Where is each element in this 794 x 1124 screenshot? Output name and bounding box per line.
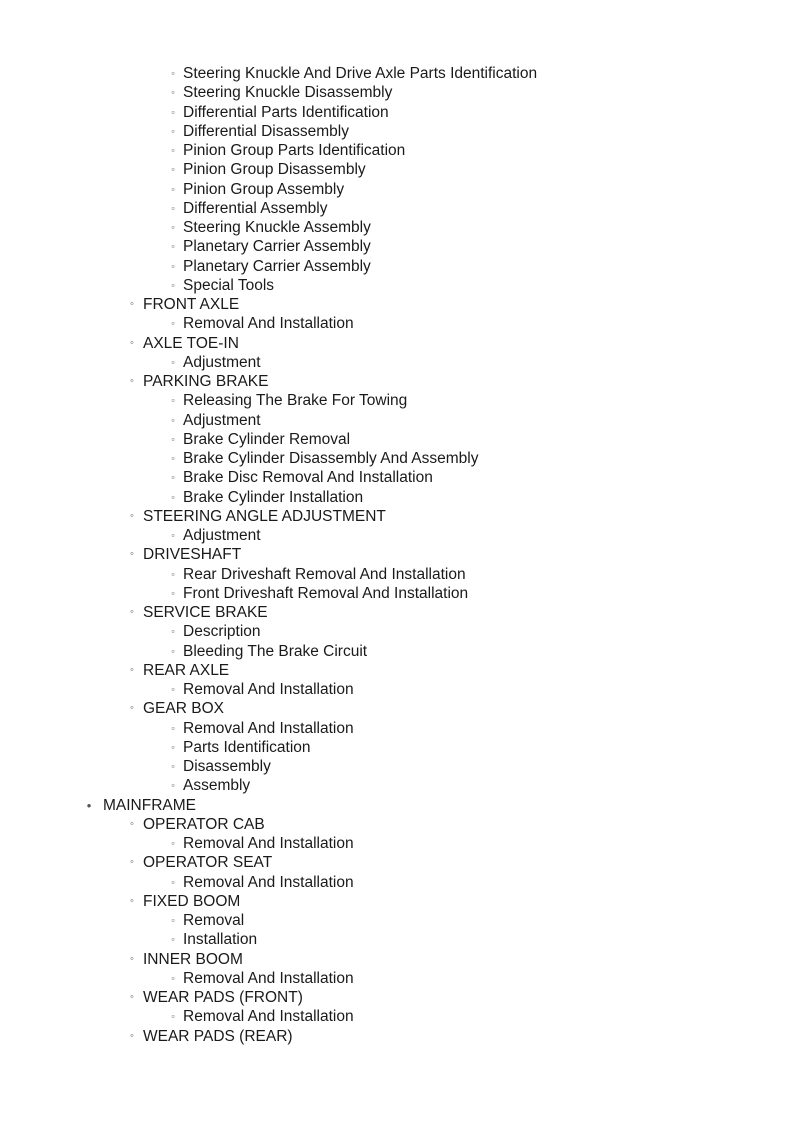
toc-entry-label: Disassembly [183, 758, 271, 775]
toc-entry [0, 873, 794, 892]
toc-entry [0, 430, 794, 449]
toc-subsection [0, 1027, 794, 1046]
toc-entry [0, 257, 794, 276]
bullet-icon: ▫ [171, 164, 175, 175]
toc-entry-label: Planetary Carrier Assembly [183, 257, 371, 275]
bullet-icon: ▫ [171, 530, 175, 540]
toc-entry [0, 776, 794, 795]
bullet-icon: ▫ [171, 587, 175, 598]
toc-entry [0, 738, 794, 757]
bullet-icon: ◦ [130, 952, 134, 965]
bullet-icon: ▫ [171, 433, 175, 444]
table-of-contents [0, 64, 794, 1046]
toc-entry [0, 83, 794, 102]
toc-section [0, 796, 794, 815]
toc-entry-label: Brake Cylinder Disassembly And Assembly [183, 450, 479, 467]
toc-entry [0, 757, 794, 776]
bullet-icon: ▫ [171, 279, 175, 290]
toc-entry [0, 218, 794, 237]
toc-entry-label: Removal And Installation [183, 681, 354, 698]
toc-entry [0, 642, 794, 661]
bullet-icon: ▫ [171, 241, 175, 252]
toc-subsection [0, 295, 794, 314]
bullet-icon: ▫ [171, 780, 175, 791]
bullet-icon: ▫ [171, 183, 175, 194]
toc-entry-label: Releasing The Brake For Towing [183, 392, 408, 410]
bullet-icon: ◦ [130, 856, 134, 869]
toc-entry-label: Differential Assembly [183, 199, 328, 217]
bullet-icon: ◦ [130, 298, 134, 310]
bullet-icon: ◦ [130, 606, 134, 618]
toc-entry [0, 122, 794, 141]
toc-entry [0, 64, 794, 83]
toc-entry-label: INNER BOOM [143, 950, 243, 968]
toc-entry-label: FRONT AXLE [143, 296, 240, 313]
bullet-icon: ▫ [171, 876, 175, 887]
toc-entry-label: Adjustment [183, 527, 261, 544]
toc-entry-label: Pinion Group Parts Identification [183, 142, 406, 159]
toc-entry-label: SERVICE BRAKE [143, 604, 268, 621]
toc-entry-label: Planetary Carrier Assembly [183, 238, 371, 256]
toc-entry-label: DRIVESHAFT [143, 546, 242, 564]
toc-entry [0, 1007, 794, 1026]
toc-entry [0, 719, 794, 738]
toc-entry-label: Steering Knuckle Assembly [183, 219, 371, 236]
bullet-icon: ▫ [171, 202, 175, 213]
toc-entry [0, 237, 794, 256]
toc-entry [0, 391, 794, 410]
toc-entry-label: Brake Cylinder Removal [183, 430, 351, 448]
bullet-icon: ▫ [171, 222, 175, 232]
bullet-icon: ▫ [171, 491, 175, 502]
toc-subsection [0, 661, 794, 680]
toc-entry-label: FIXED BOOM [143, 892, 241, 910]
toc-entry-label: Parts Identification [183, 738, 311, 756]
toc-entry [0, 622, 794, 641]
bullet-icon: ▫ [171, 645, 175, 656]
toc-entry-label: Assembly [183, 777, 251, 795]
toc-entry-label: Removal And Installation [183, 835, 354, 852]
toc-entry [0, 314, 794, 333]
toc-entry-label: REAR AXLE [143, 661, 230, 679]
toc-entry-label: OPERATOR CAB [143, 815, 265, 833]
bullet-icon: ▫ [171, 1011, 175, 1022]
bullet-icon: ◦ [130, 375, 134, 387]
bullet-icon: ▫ [171, 260, 175, 271]
bullet-icon: ▫ [171, 395, 175, 406]
toc-entry [0, 488, 794, 507]
toc-entry-label: OPERATOR SEAT [143, 854, 273, 872]
bullet-icon: ▫ [171, 934, 175, 945]
toc-entry-label: Pinion Group Assembly [183, 180, 345, 198]
toc-subsection [0, 815, 794, 834]
toc-entry [0, 353, 794, 372]
toc-entry-label: Steering Knuckle Disassembly [183, 84, 393, 102]
toc-entry-label: Installation [183, 931, 258, 949]
toc-entry [0, 680, 794, 699]
toc-subsection [0, 507, 794, 526]
bullet-icon: ▫ [171, 472, 175, 483]
toc-entry-label: Bleeding The Brake Circuit [183, 642, 368, 660]
toc-entry [0, 449, 794, 468]
bullet-icon: ◦ [130, 509, 134, 522]
toc-entry-label: WEAR PADS (FRONT) [143, 989, 303, 1006]
toc-entry-label: Removal And Installation [183, 315, 354, 333]
toc-entry [0, 584, 794, 603]
toc-entry-label: PARKING BRAKE [143, 373, 269, 390]
toc-entry-label: Front Driveshaft Removal And Installation [183, 584, 469, 602]
toc-entry-label: Adjustment [183, 353, 261, 371]
bullet-icon: ◦ [130, 894, 134, 907]
bullet-icon: ▫ [171, 318, 175, 329]
toc-entry-label: Differential Disassembly [183, 122, 349, 140]
bullet-icon: ◦ [130, 663, 134, 676]
toc-entry-label: AXLE TOE-IN [143, 334, 239, 352]
toc-entry [0, 565, 794, 584]
bullet-icon: ▫ [171, 626, 175, 637]
toc-entry-label: Special Tools [183, 276, 275, 294]
toc-subsection [0, 892, 794, 911]
toc-entry [0, 526, 794, 545]
toc-subsection [0, 372, 794, 391]
toc-subsection [0, 603, 794, 622]
toc-subsection [0, 853, 794, 872]
toc-entry-label: GEAR BOX [143, 700, 224, 718]
toc-entry [0, 276, 794, 295]
toc-subsection [0, 988, 794, 1007]
toc-entry-label: Steering Knuckle And Drive Axle Parts Identification [183, 65, 538, 82]
toc-entry-label: MAINFRAME [103, 796, 196, 814]
toc-subsection [0, 950, 794, 969]
toc-subsection [0, 334, 794, 353]
toc-entry-label: Description [183, 623, 261, 641]
bullet-icon: ▫ [171, 414, 175, 425]
toc-entry-label: Removal And Installation [183, 1008, 354, 1026]
toc-entry-label: Differential Parts Identification [183, 103, 389, 121]
toc-entry [0, 199, 794, 218]
bullet-icon: ▫ [171, 568, 175, 579]
bullet-icon: ▫ [171, 838, 175, 848]
toc-entry-label: Brake Cylinder Installation [183, 488, 364, 506]
bullet-icon: ◦ [130, 548, 134, 561]
bullet-icon: • [86, 797, 92, 813]
bullet-icon: ▫ [171, 125, 175, 136]
bullet-icon: ▫ [171, 453, 175, 463]
bullet-icon: ▫ [171, 915, 175, 925]
toc-entry-label: WEAR PADS (REAR) [143, 1027, 293, 1045]
bullet-icon: ◦ [130, 702, 134, 715]
bullet-icon: ▫ [171, 741, 175, 752]
toc-subsection [0, 545, 794, 564]
bullet-icon: ▫ [171, 972, 175, 983]
bullet-icon: ▫ [171, 106, 175, 117]
toc-entry [0, 930, 794, 949]
toc-entry-label: Removal And Installation [183, 969, 354, 987]
toc-entry [0, 141, 794, 160]
bullet-icon: ◦ [130, 991, 134, 1003]
toc-entry [0, 834, 794, 853]
toc-entry [0, 969, 794, 988]
toc-entry [0, 180, 794, 199]
bullet-icon: ◦ [130, 817, 134, 830]
bullet-icon: ◦ [130, 336, 134, 349]
bullet-icon: ▫ [171, 684, 175, 694]
toc-entry [0, 411, 794, 430]
bullet-icon: ▫ [171, 145, 175, 155]
bullet-icon: ▫ [171, 722, 175, 733]
toc-entry-label: Removal [183, 912, 245, 929]
bullet-icon: ▫ [171, 356, 175, 367]
toc-entry-label: Rear Driveshaft Removal And Installation [183, 565, 466, 583]
toc-entry-label: Removal And Installation [183, 873, 354, 891]
toc-entry [0, 103, 794, 122]
toc-subsection [0, 699, 794, 718]
toc-entry-label: Removal And Installation [183, 719, 354, 737]
toc-entry [0, 160, 794, 179]
toc-entry-label: Adjustment [183, 411, 261, 429]
bullet-icon: ◦ [130, 1029, 134, 1042]
toc-entry-label: Brake Disc Removal And Installation [183, 469, 433, 487]
toc-entry [0, 468, 794, 487]
toc-entry-label: Pinion Group Disassembly [183, 161, 366, 179]
toc-entry [0, 911, 794, 930]
bullet-icon: ▫ [171, 87, 175, 98]
bullet-icon: ▫ [171, 761, 175, 771]
bullet-icon: ▫ [171, 68, 175, 78]
toc-entry-label: STEERING ANGLE ADJUSTMENT [143, 507, 386, 525]
